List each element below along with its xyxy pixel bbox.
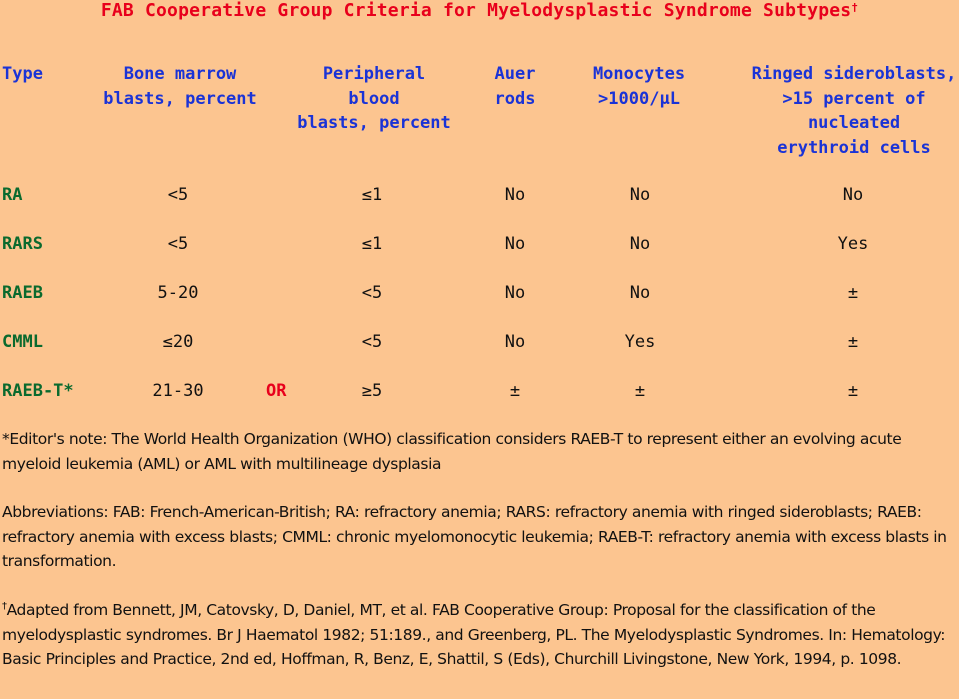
abbreviations-note: Abbreviations: FAB: French-American-British; RA: refractory anemia; RARS: refractory anemia with ringed sideroblasts; RAEB: refractory anemia with excess blasts; CMML: chronic myelomonocytic leukemia; RAEB-T: refractory anemia with excess blasts in transformation. <box>2 503 947 571</box>
row-label: RAEB-T* <box>2 381 74 401</box>
cell-bone-marrow: 21-30 <box>152 381 204 401</box>
source-note: †Adapted from Bennett, JM, Catovsky, D, Daniel, MT, et al. FAB Cooperative Group: Proposal for the classification of the myelodysplastic syndromes. Br J Haematol 1982; 51:189., and Greenberg, PL. The Myelodysplastic Syndromes. In: Hematology: Basic Principles and Practice, 2nd ed, Hoffman, R, Benz, E, Shattil, S (Eds), Churchill Livingstone, New York, 1994, p. 1098. <box>2 601 946 669</box>
cell-ringed: Yes <box>837 234 869 254</box>
cell-monocytes: No <box>629 185 651 205</box>
editor-note: *Editor's note: The World Health Organization (WHO) classification considers RAEB-T to represent either an evolving acute myeloid leukemia (AML) or AML with multilineage dysplasia <box>2 430 902 473</box>
header-bone-marrow: Bone marrow blasts, percent <box>103 64 257 109</box>
cell-monocytes: No <box>629 234 651 254</box>
cell-ringed: ± <box>847 283 859 303</box>
row-label: RAEB <box>2 283 43 303</box>
page-title: FAB Cooperative Group Criteria for Myelodysplastic Syndrome Subtypes† <box>100 0 859 21</box>
cell-auer: No <box>504 185 526 205</box>
row-label: RARS <box>2 234 43 254</box>
cell-bone-marrow: ≤20 <box>162 332 194 352</box>
cell-peripheral: ≤1 <box>361 234 383 254</box>
cell-ringed: No <box>842 185 864 205</box>
cell-peripheral: ≤1 <box>361 185 383 205</box>
cell-auer: No <box>504 332 526 352</box>
header-monocytes: Monocytes >1000/µL <box>592 64 686 109</box>
row-label: CMML <box>2 332 43 352</box>
cell-auer: No <box>504 234 526 254</box>
cell-ringed: ± <box>847 332 859 352</box>
cell-monocytes: Yes <box>624 332 656 352</box>
source-dagger: † <box>2 601 7 612</box>
cell-monocytes: No <box>629 283 651 303</box>
title-dagger: † <box>851 1 859 14</box>
cell-bone-marrow: 5-20 <box>157 283 199 303</box>
cell-peripheral: ≥5 <box>361 381 383 401</box>
header-auer-rods: Auer rods <box>494 64 536 109</box>
header-peripheral-blood: Peripheral blood blasts, percent <box>297 64 451 133</box>
cell-bone-marrow: <5 <box>167 234 189 254</box>
header-ringed-sideroblasts: Ringed sideroblasts, >15 percent of nucleated erythroid cells <box>751 64 957 158</box>
cell-peripheral: <5 <box>361 332 383 352</box>
cell-auer: No <box>504 283 526 303</box>
cell-ringed: ± <box>847 381 859 401</box>
or-label: OR <box>266 381 287 401</box>
cell-monocytes: ± <box>634 381 646 401</box>
cell-bone-marrow: <5 <box>167 185 189 205</box>
cell-auer: ± <box>509 381 521 401</box>
header-type: Type <box>2 64 43 84</box>
row-label: RA <box>2 185 23 205</box>
cell-peripheral: <5 <box>361 283 383 303</box>
